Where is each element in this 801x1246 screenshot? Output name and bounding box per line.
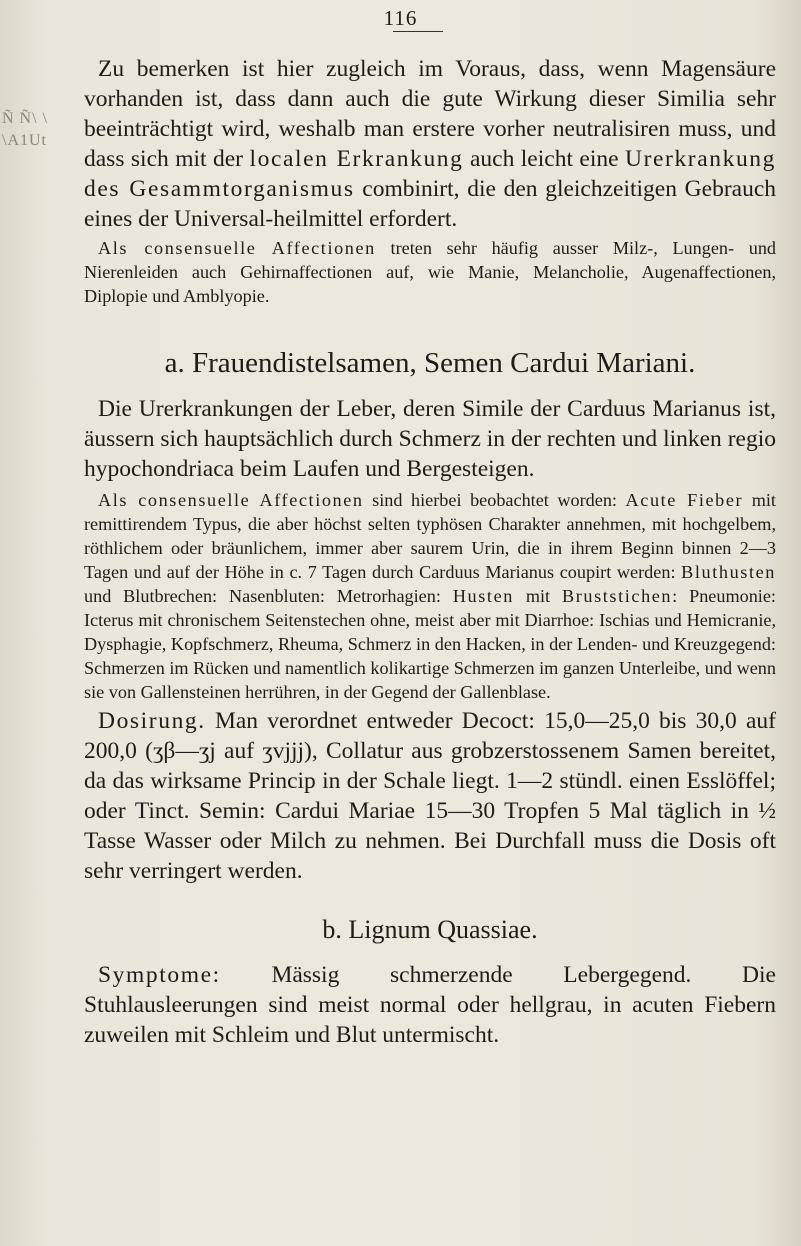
intro-paragraph — [84, 54, 776, 234]
acute-fieber: Acute Fieber — [625, 490, 744, 510]
consensual-text-2d: mit — [513, 586, 562, 606]
page-number: 116 — [383, 6, 418, 30]
consensual-label-2: Als consensuelle Affectionen — [98, 490, 364, 510]
husten: Husten — [452, 586, 514, 606]
heading-b: b. Lignum Quassiae. — [322, 915, 538, 944]
page-number-underline — [393, 31, 443, 32]
intro-spaced-2: Urerkrankung des Gesammtorganismus — [84, 146, 777, 202]
bruststichen: Bruststichen — [562, 586, 673, 606]
consensual-paragraph-1 — [84, 236, 776, 308]
symptome-text: Mässig schmerzende Lebergegend. Die Stuhlausleerungen sind meist normal oder hellgrau, in acuten Fiebern zuweilen mit Schleim und Blut untermischt. — [84, 962, 776, 1048]
consensual-text-1: treten sehr häufig ausser Milz-, Lungen- und Nierenleiden auch Gehirnaffectionen auf, wie Manie, Melancholie, Augenaffectionen, Diplopie und Amblyopie. — [84, 238, 777, 306]
dosirung-text: Man verordnet entweder Decoct: 15,0—25,0 bis 30,0 auf 200,0 (ʒβ—ʒj auf ʒvjjj), Collatur aus grobzerstossenem Samen bereitet, da das wirksame Princip in der Schale liegt. 1—2 stündl. einen Esslöffel; oder Tinct. Semin: Cardui Mariae 15—30 Tropfen 5 Mal täglich in ½ Tasse Wasser oder Milch zu nehmen. Bei Durchfall muss die Dosis oft sehr verringert werden. — [84, 708, 776, 884]
symptome-label: Symptome: — [98, 962, 221, 988]
consensual-text-2a: sind hierbei beobachtet worden: — [363, 490, 626, 510]
consensual-paragraph-2 — [84, 488, 776, 704]
paragraph-a: Die Urerkrankungen der Leber, deren Simile der Carduus Marianus ist, äussern sich hauptsächlich durch Schmerz in der rechten und linken regio hypochondriaca beim Laufen und Bergesteigen. — [84, 396, 776, 482]
symptome-paragraph — [84, 960, 776, 1050]
bluthusten: Bluthusten — [681, 562, 776, 582]
dosirung-label: Dosirung. — [98, 708, 206, 734]
heading-a: a. Frauendistelsamen, Semen Cardui Mariani. — [164, 347, 696, 379]
consensual-text-2b: mit remittirendem Typus, die aber höchst selten typhösen Charakter annehmen, mit hochgelbem, röthlichem oder bräunlichem, immer aber saurem Urin, die in ihrem Beginn binnen 2—3 Tagen und auf der Höhe in c. 7 Tagen durch Carduus Marianus coupirt werden: — [84, 490, 776, 582]
intro-text-1: Zu bemerken ist hier zugleich im Voraus, dass, wenn Magensäure vorhanden ist, dass dann auch die gute Wirkung dieser Similia sehr beeinträchtigt wird, weshalb man erstere vorher neutralisiren muss, und dass sich mit der — [84, 56, 776, 172]
main-text — [84, 54, 776, 1050]
dosirung-paragraph — [84, 706, 776, 886]
intro-text-2: auch leicht eine — [463, 146, 625, 172]
consensual-text-2c: und Blutbrechen: Nasenbluten: Metrorhagien: — [84, 586, 453, 606]
consensual-label-1: Als consensuelle Affectionen — [98, 238, 376, 258]
margin-annotation: Ñ Ñ\ \ \A1Ut — [2, 110, 48, 149]
intro-spaced-1: localen Erkrankung — [249, 146, 464, 172]
intro-text-3: combinirt, die den gleichzeitigen Gebrauch eines der Universal-heilmittel erfordert. — [84, 176, 777, 232]
consensual-text-2e: : Pneumonie: Icterus mit chronischem Seitenstechen ohne, meist aber mit Diarrhoe: Ischias und Hemicranie, Dysphagie, Kopfschmerz, Rheuma, Schmerz in den Hacken, in der Lenden- und Kreuzgegend: Schmerzen im Rücken und namentlich kolikartige Schmerzen im ganzen Unterleibe, und wenn sie von Gallensteinen herrühren, in der Gegend der Gallenblase. — [84, 586, 776, 702]
